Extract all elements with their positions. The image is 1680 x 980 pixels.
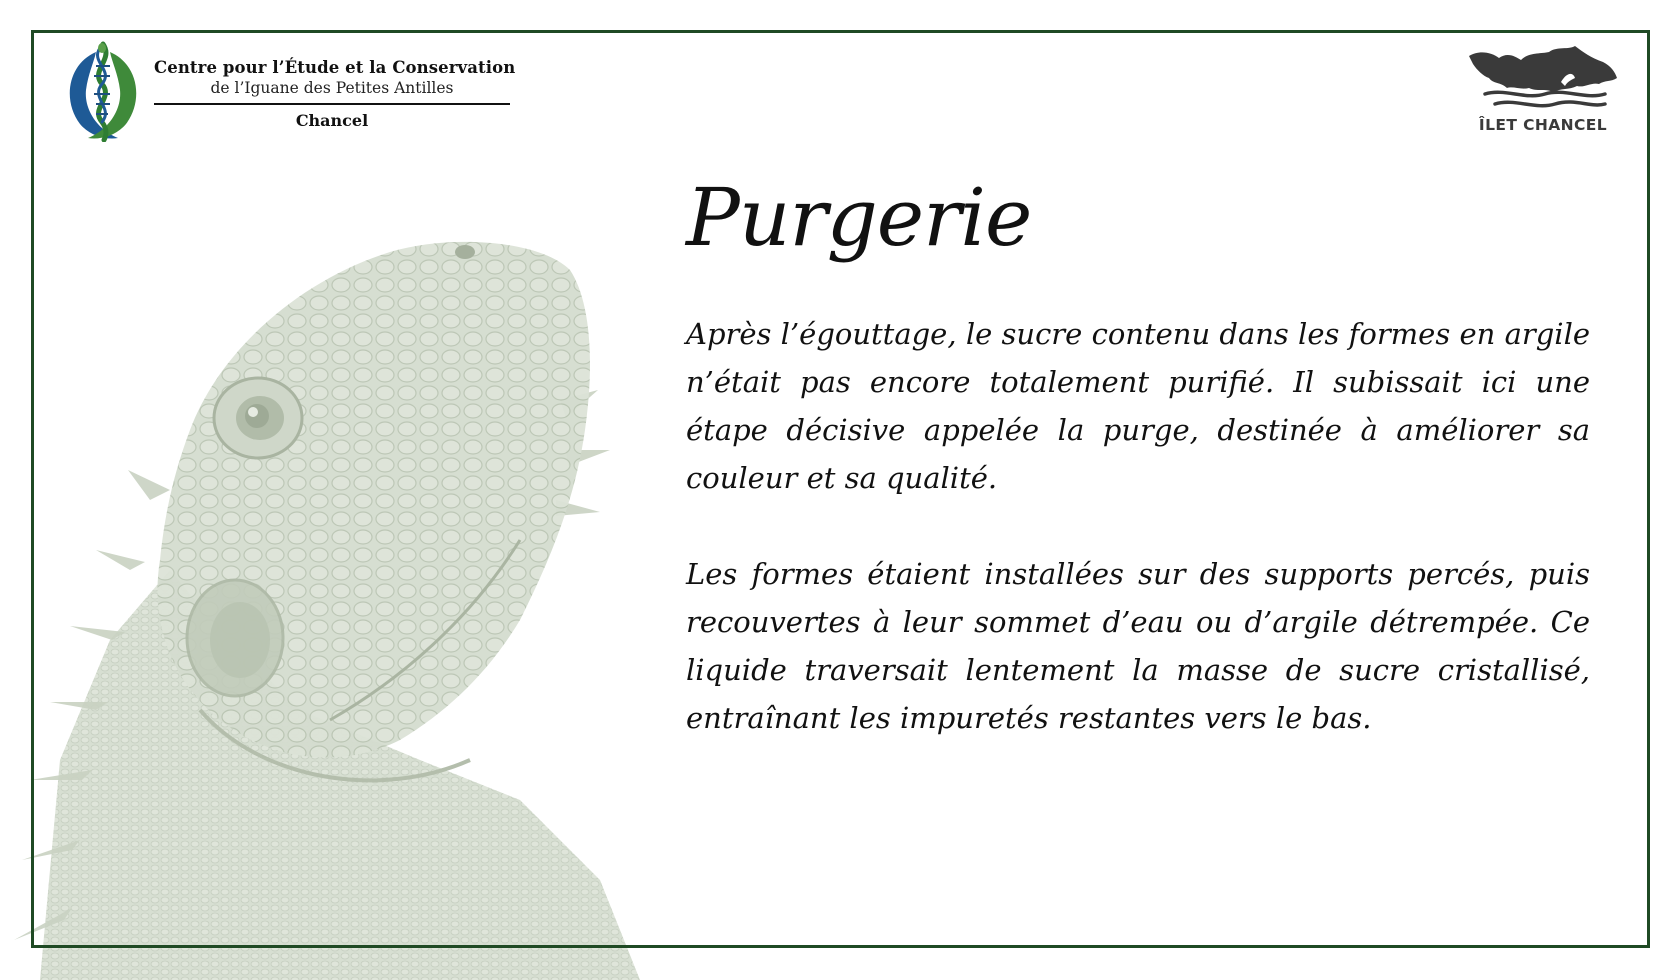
dna-helix-icon bbox=[60, 40, 146, 142]
paragraph-1: Après l’égouttage, le sucre contenu dans les formes en argile n’était pas encore totalement purifié. Il subissait ici une étape décisive appelée la purge, destinée à améliorer sa couleur et sa qualité. bbox=[686, 317, 1590, 495]
main-content bbox=[686, 168, 1590, 742]
centre-name-block bbox=[154, 58, 516, 130]
paragraph-2: Les formes étaient installées sur des supports percés, puis recouvertes à leur sommet d’eau ou d’argile détrempée. Ce liquide traversait lentement la masse de sucre cristallisé, entraînant les impuretés restantes vers le bas. bbox=[686, 557, 1590, 735]
island-silhouette-icon bbox=[1465, 42, 1621, 114]
centre-name-line1: Centre pour l’Étude et la Conservation bbox=[154, 58, 516, 77]
centre-name-divider bbox=[154, 103, 510, 105]
ilet-chancel-label: ÎLET CHANCEL bbox=[1478, 116, 1608, 134]
iguana-illustration bbox=[0, 240, 660, 980]
centre-name-line3: Chancel bbox=[295, 111, 369, 130]
centre-logo bbox=[60, 40, 516, 142]
ilet-chancel-logo bbox=[1458, 42, 1628, 134]
centre-name-line2: de l’Iguane des Petites Antilles bbox=[210, 79, 454, 97]
page-title: Purgerie bbox=[686, 171, 1032, 264]
